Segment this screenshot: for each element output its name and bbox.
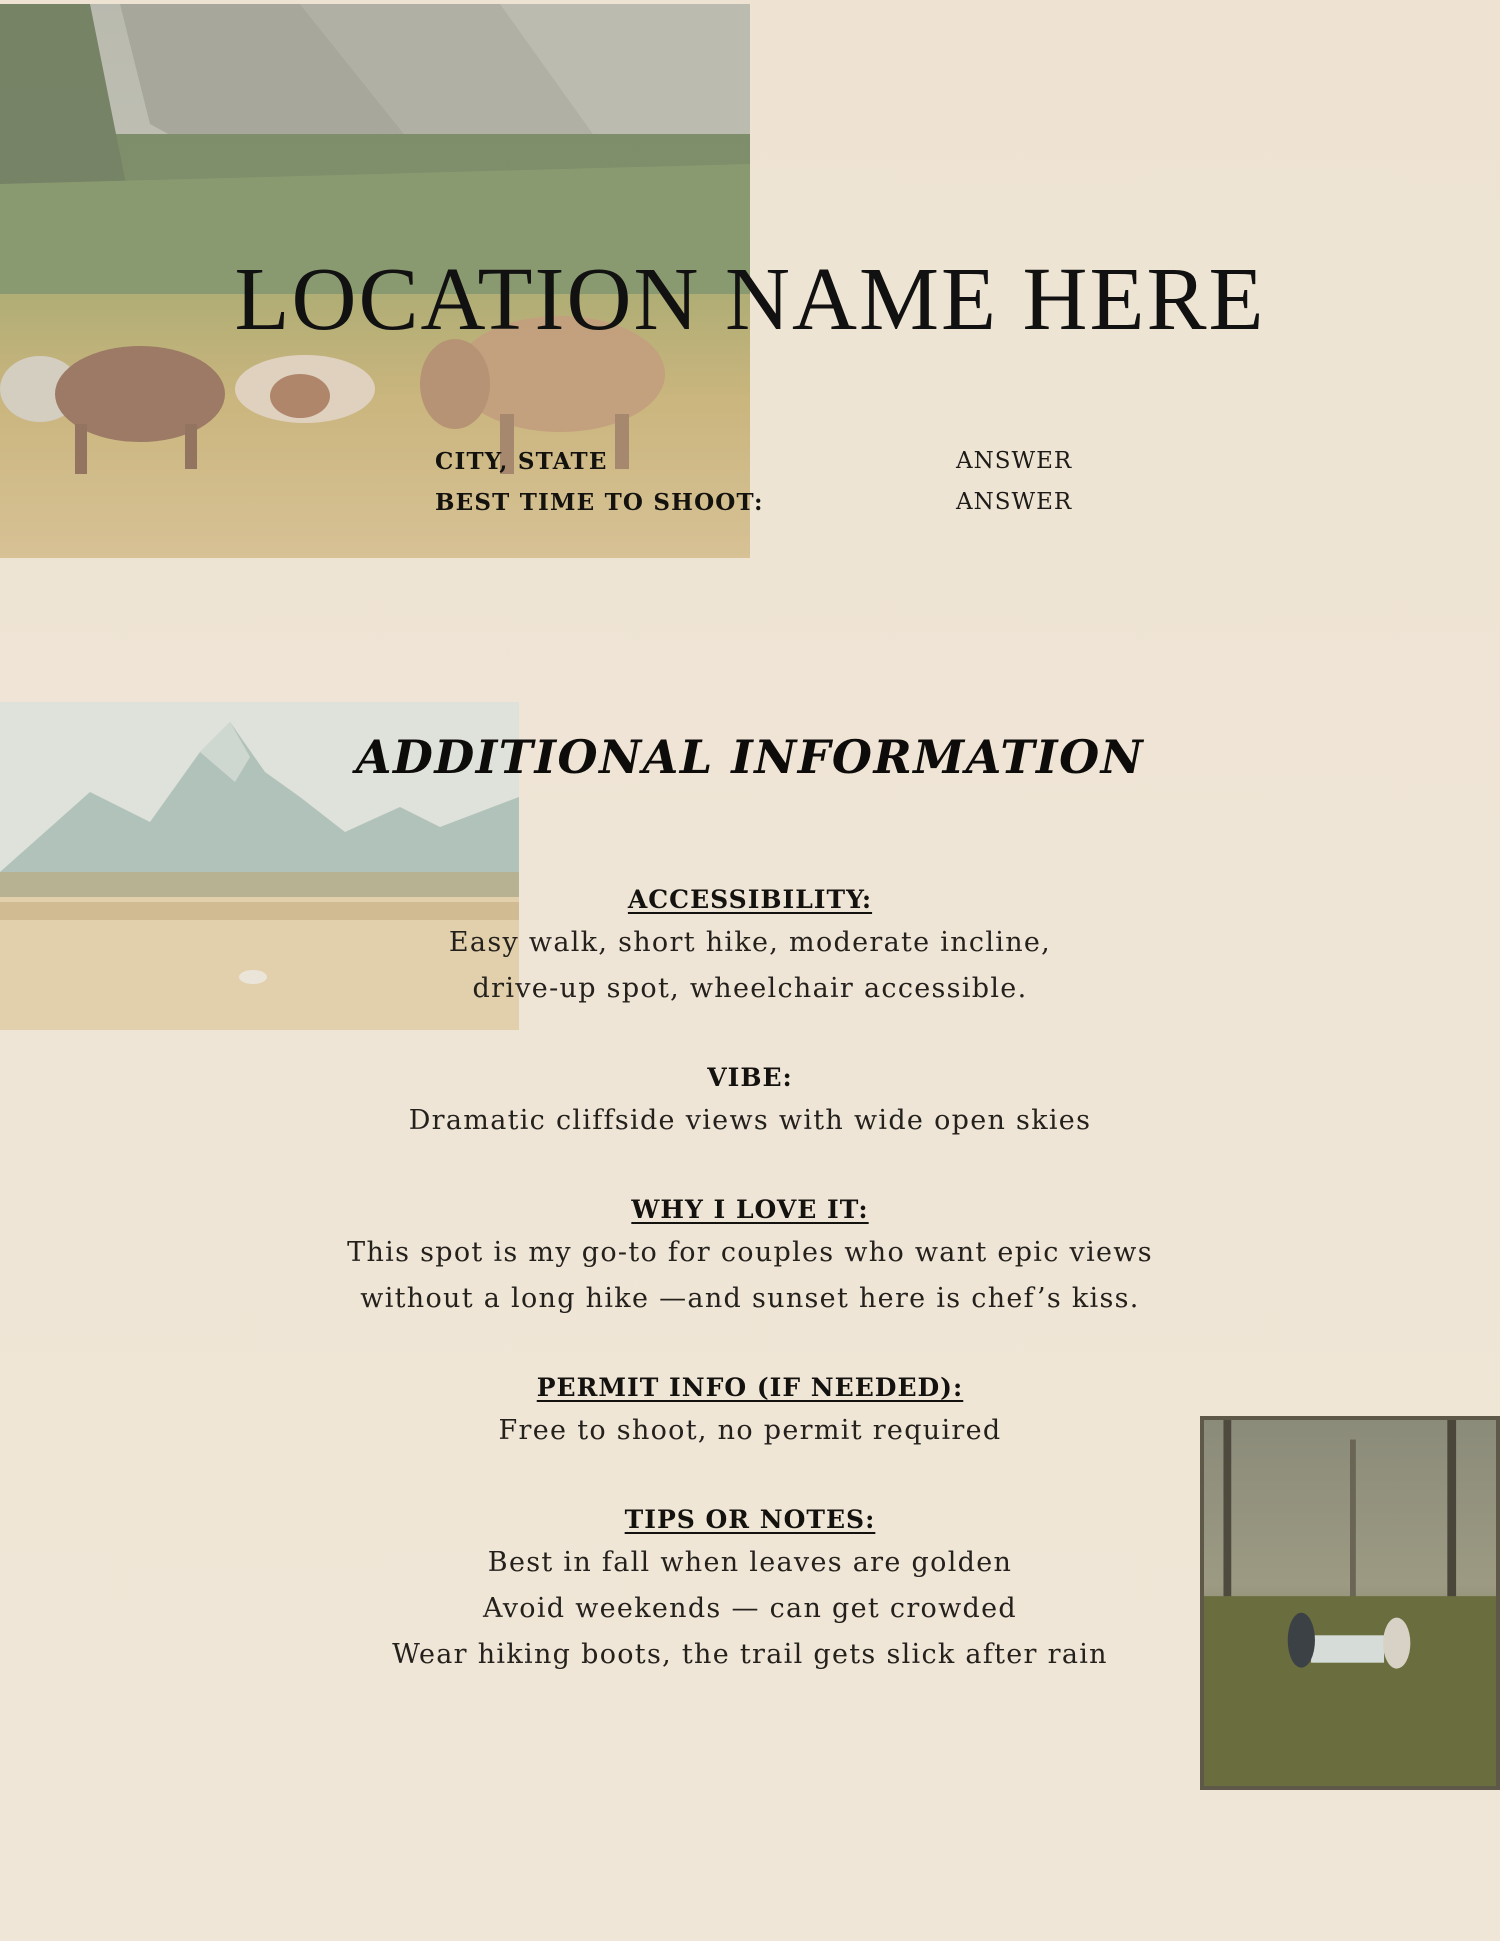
permit-info-block bbox=[250, 1368, 1250, 1454]
block-label: WHY I LOVE IT: bbox=[631, 1195, 869, 1224]
fact-row-city-state bbox=[435, 448, 1135, 489]
block-label: TIPS OR NOTES: bbox=[624, 1505, 876, 1534]
block-line: Free to shoot, no permit required bbox=[498, 1415, 1002, 1446]
block-line: Easy walk, short hike, moderate incline, bbox=[448, 927, 1052, 958]
fact-label: BEST TIME TO SHOOT: bbox=[435, 489, 764, 516]
accessibility-block bbox=[250, 880, 1250, 1012]
tips-block bbox=[250, 1500, 1250, 1678]
fact-value: ANSWER bbox=[956, 489, 1073, 515]
location-facts bbox=[435, 448, 1135, 530]
block-line: drive-up spot, wheelchair accessible. bbox=[472, 973, 1028, 1004]
block-line: Best in fall when leaves are golden bbox=[487, 1547, 1013, 1578]
block-label: PERMIT INFO (IF NEEDED): bbox=[536, 1373, 964, 1402]
block-line: This spot is my go-to for couples who want epic views bbox=[347, 1237, 1153, 1268]
block-label: ACCESSIBILITY: bbox=[627, 885, 873, 914]
location-title: LOCATION NAME HERE bbox=[234, 250, 1266, 349]
fact-label: CITY, STATE bbox=[435, 448, 608, 475]
block-label: VIBE: bbox=[707, 1063, 793, 1092]
block-line: Avoid weekends — can get crowded bbox=[483, 1593, 1017, 1624]
fact-value: ANSWER bbox=[956, 448, 1073, 474]
additional-info bbox=[250, 880, 1250, 1724]
why-i-love-it-block bbox=[250, 1190, 1250, 1322]
fact-row-best-time bbox=[435, 489, 1135, 530]
block-line: Wear hiking boots, the trail gets slick after rain bbox=[392, 1639, 1108, 1670]
block-line: Dramatic cliffside views with wide open skies bbox=[408, 1105, 1092, 1136]
block-line: without a long hike —and sunset here is chef’s kiss. bbox=[360, 1283, 1140, 1314]
vibe-block bbox=[250, 1058, 1250, 1144]
section-heading: ADDITIONAL INFORMATION bbox=[355, 730, 1145, 784]
